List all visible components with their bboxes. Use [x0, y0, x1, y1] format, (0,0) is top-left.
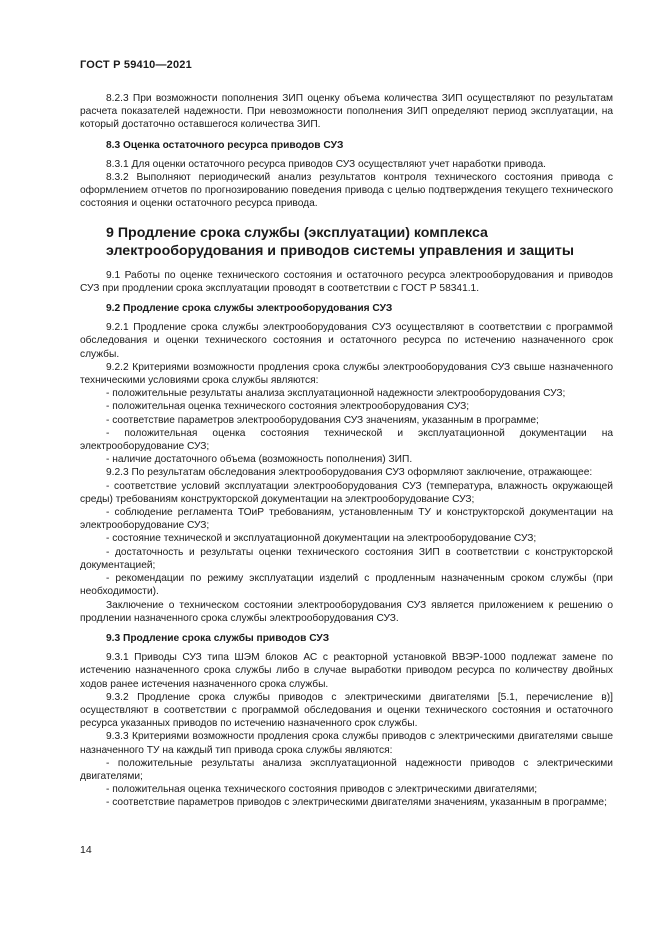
list-item: - положительные результаты анализа эксплуатационной надежности электрооборудования СУЗ;: [106, 388, 566, 400]
subsection-heading: 9.3 Продление срока службы приводов СУЗ: [106, 632, 330, 644]
list-item: - положительная оценка технического состояния приводов с электрическими двигателями;: [106, 784, 538, 796]
list-item: - достаточность и результаты оценки технического состояния ЗИП в соответствии с конструкторской документацией;: [80, 546, 613, 571]
standard-designation: ГОСТ Р 59410—2021: [80, 59, 192, 71]
subsection-heading: 8.3 Оценка остаточного ресурса приводов СУЗ: [106, 139, 344, 151]
paragraph: 9.3.1 Приводы СУЗ типа ШЭМ блоков АС с реакторной установкой ВВЭР-1000 подлежат замене по истечению назначенного срока службы либо в случае выработки приводом ресурса по количеству двойных ходов ранее истечения назначенного срока службы.: [80, 652, 613, 690]
list-item: - состояние технической и эксплуатационной документации на электрооборудование СУЗ;: [106, 533, 537, 545]
list-item: - соответствие параметров электрооборудования СУЗ значениям, указанным в программе;: [106, 414, 539, 426]
paragraph: 9.1 Работы по оценке технического состояния и остаточного ресурса электрооборудования и приводов СУЗ при продлении срока эксплуатации проводят в соответствии с ГОСТ Р 58341.1.: [80, 269, 613, 294]
list-item: - положительные результаты анализа эксплуатационной надежности приводов с электрическими двигателями;: [80, 757, 613, 782]
list-item: - положительная оценка технического состояния электрооборудования СУЗ;: [106, 401, 470, 413]
subsection-heading: 9.2 Продление срока службы электрооборудования СУЗ: [106, 303, 393, 315]
list-item: - соответствие параметров приводов с электрическими двигателями значениям, указанным в программе;: [106, 797, 607, 809]
paragraph: 9.3.2 Продление срока службы приводов с электрическими двигателями [5.1, перечисление в)] осуществляют в соответствии с программой обследования и оценки технического состояния и остаточного ресурса указанных приводов по истечению назначенного срок службы.: [80, 691, 613, 730]
paragraph: 8.3.2 Выполняют периодический анализ результатов контроля технического состояния привода с оформлением отчетов по прогнозированию поведения привода с целью подтверждения текущего технического состояния и оценки остаточного ресурса привода.: [80, 172, 613, 210]
paragraph: Заключение о техническом состоянии электрооборудования СУЗ является приложением к решению о продлении назначенного срока службы электрооборудования СУЗ.: [80, 599, 613, 624]
document-body: [80, 92, 613, 810]
list-item: - наличие достаточного объема (возможность пополнения) ЗИП.: [106, 454, 413, 466]
page-number: 14: [80, 844, 92, 856]
paragraph: 9.3.3 Критериями возможности продления срока службы приводов с электрическими двигателями свыше назначенного ТУ на каждый тип привода срока службы являются:: [80, 731, 613, 756]
list-item: - соответствие условий эксплуатации электрооборудования СУЗ (температура, влажность окружающей среды) требованиям конструкторской документации на электрооборудование СУЗ;: [80, 480, 613, 505]
list-item: - рекомендации по режиму эксплуатации изделий с продленным назначенным сроком службы (при необходимости).: [80, 573, 613, 598]
paragraph: 8.2.3 При возможности пополнения ЗИП оценку объема количества ЗИП осуществляют по результатам расчета показателей надежности. При невозможности пополнения ЗИП определяют период эксплуатации, на который достаточно оставшегося количества ЗИП.: [80, 93, 613, 131]
paragraph: 9.2.1 Продление срока службы электрооборудования СУЗ осуществляют в соответствии с программой обследования и оценки технического состояния и остаточного ресурса по истечению назначенного срок службы.: [80, 322, 613, 360]
paragraph: 9.2.3 По результатам обследования электрооборудования СУЗ оформляют заключение, отражающее:: [106, 467, 593, 479]
paragraph: 9.2.2 Критериями возможности продления срока службы электрооборудования СУЗ свыше назначенного техническими условиями срока службы являются:: [80, 361, 613, 387]
paragraph: 8.3.1 Для оценки остаточного ресурса приводов СУЗ осуществляют учет наработки привода.: [106, 158, 546, 170]
list-item: - положительная оценка состояния технической и эксплуатационной документации на электрооборудование СУЗ;: [80, 427, 613, 453]
list-item: - соблюдение регламента ТОиР требованиям, установленным ТУ и конструкторской документации на электрооборудование СУЗ;: [80, 507, 613, 532]
section-heading: 9 Продление срока службы (эксплуатации) комплекса электрооборудования и приводов системы управления и защиты: [106, 224, 574, 259]
